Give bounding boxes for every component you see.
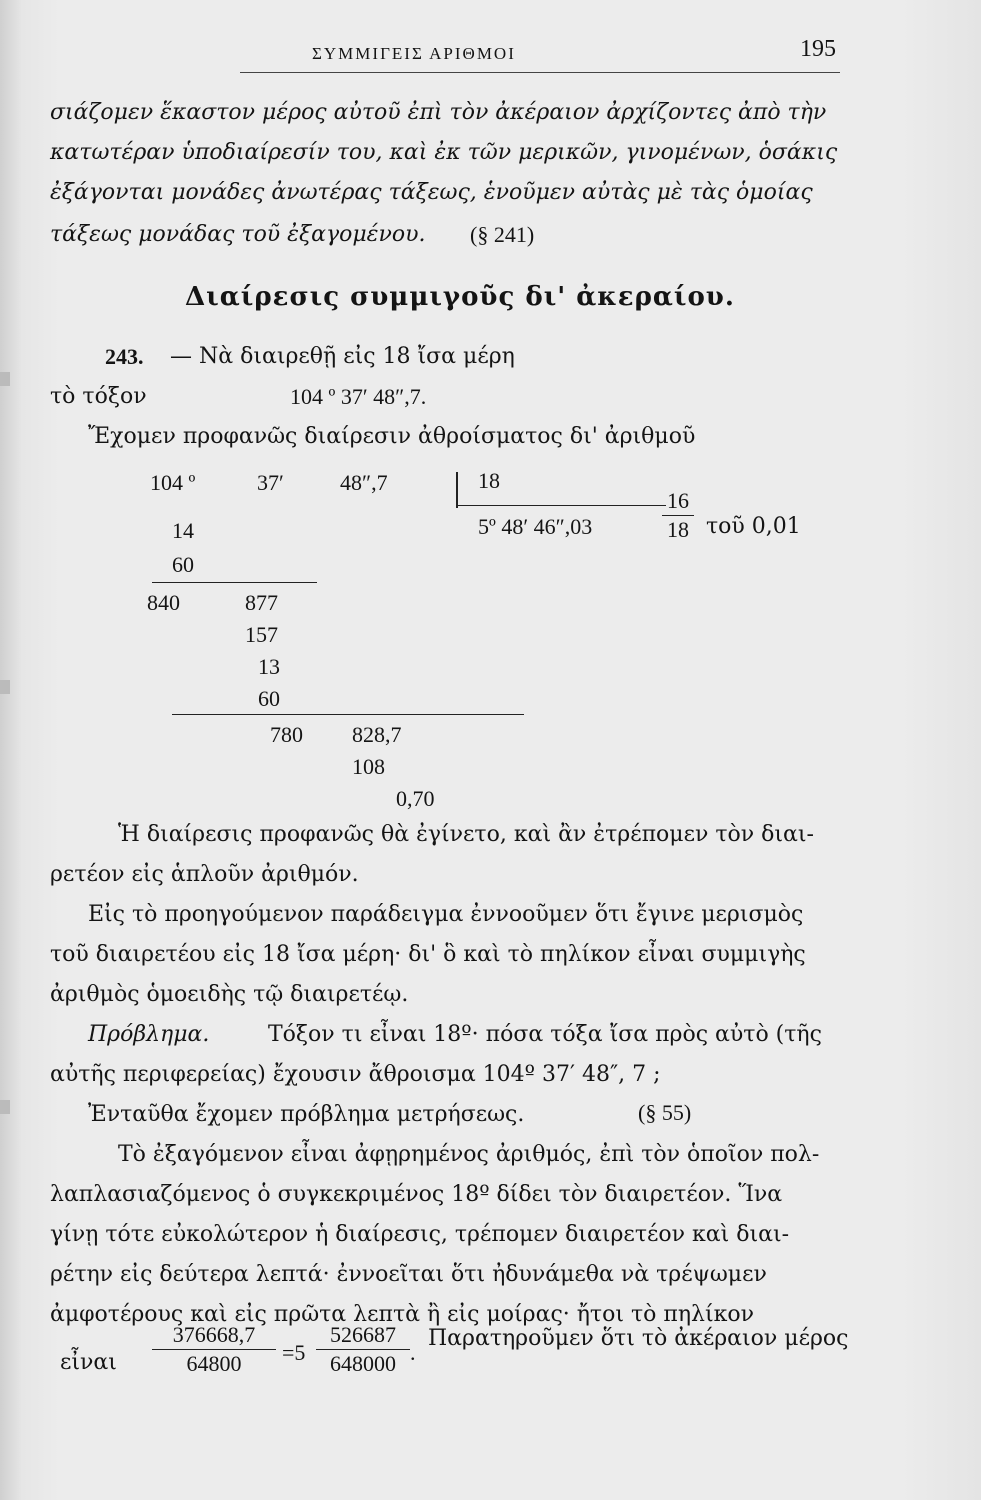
body-line: τοῦ διαιρετέου εἰς 18 ἴσα μέρη· δι' ὃ καὶ τὸ πηλίκον εἶναι συμμιγὴς: [50, 942, 806, 967]
division-bracket: [456, 472, 458, 508]
multiplier-60: 60: [258, 686, 280, 711]
equation-lead: εἶναι: [60, 1350, 117, 1375]
divisor: 18: [478, 468, 500, 493]
problem-label: Πρόβλημα.: [88, 1022, 210, 1047]
body-line: ρετέον εἰς ἁπλοῦν ἀριθμόν.: [50, 862, 359, 887]
equals-sign: =5: [282, 1340, 306, 1365]
equation-fraction-2: [316, 1322, 410, 1377]
intro-line: κατωτέραν ὑποδιαίρεσίν του, καὶ ἐκ τῶν μερικῶν, γινομένων, ὁσάκις: [50, 140, 838, 165]
section-heading: Διαίρεσις συμμιγοῦς δι' ἀκεραίου.: [185, 282, 735, 312]
section-reference: (§ 55): [638, 1100, 692, 1125]
minutes-step: 157: [245, 622, 278, 647]
quotient: 5º 48′ 46″,03: [478, 514, 593, 539]
final-line: ρέτην εἰς δεύτερα λεπτά· ἐννοεῖται ὅτι ἠδυνάμεθα νὰ τρέψωμεν: [50, 1262, 767, 1287]
quotient-fraction: [662, 488, 694, 543]
fraction-numerator: 526687: [330, 1322, 396, 1347]
fraction-numerator: 16: [667, 488, 689, 513]
final-remainder: 0,70: [396, 786, 435, 811]
equation-period: .: [410, 1340, 416, 1365]
remainder-minutes: 13: [258, 654, 280, 679]
multiplier-60: 60: [172, 552, 194, 577]
header-rule: [240, 72, 840, 73]
work-rule: [172, 714, 524, 715]
fraction-bar: [316, 1349, 410, 1350]
fraction-denominator: 648000: [330, 1351, 396, 1376]
fraction-numerator: 376668,7: [172, 1322, 256, 1347]
body-line: ἀριθμὸς ὁμοειδὴς τῷ διαιρετέῳ.: [50, 982, 409, 1007]
seconds-step: 108: [352, 754, 385, 779]
body-line: Εἰς τὸ προηγούμενον παράδειγμα ἐννοοῦμεν ὅτι ἔγινε μερισμὸς: [88, 902, 804, 927]
intro-line: τάξεως μονάδας τοῦ ἐξαγομένου.: [50, 222, 426, 247]
arc-label: τὸ τόξον: [50, 384, 147, 409]
intro-line: ἐξάγονται μονάδες ἀνωτέρας τάξεως, ἑνοῦμεν αὐτὰς μὲ τὰς ὁμοίας: [50, 180, 813, 205]
minutes-product: 840: [147, 590, 180, 615]
problem2-line: Ἐνταῦθα ἔχομεν πρόβλημα μετρήσεως.: [88, 1102, 525, 1127]
seconds-total: 828,7: [352, 722, 402, 747]
page-number: 195: [800, 36, 836, 62]
problem-number: 243.: [105, 344, 144, 369]
seconds-product: 780: [270, 722, 303, 747]
dividend-minutes: 37′: [257, 470, 284, 495]
dividend-seconds: 48″,7: [340, 470, 388, 495]
intro-line: σιάζομεν ἕκαστον μέρος αὐτοῦ ἐπὶ τὸν ἀκέραιον ἀρχίζοντες ἀπὸ τὴν: [50, 100, 827, 125]
fraction-denominator: 18: [667, 517, 689, 542]
final-line: λαπλασιαζόμενος ὁ συγκεκριμένος 18º δίδει τὸν διαιρετέον. Ἵνα: [50, 1182, 783, 1207]
final-line: Τὸ ἐξαγόμενον εἶναι ἀφῃρημένος ἀριθμός, ἐπὶ τὸν ὁποῖον πολ-: [118, 1142, 820, 1167]
arc-value: 104 º 37′ 48″,7.: [290, 384, 427, 409]
binding-mark: [0, 1100, 10, 1114]
dividend-degrees: 104 º: [150, 470, 196, 495]
final-line: γίνῃ τότε εὐκολώτερον ἡ διαίρεσις, τρέπομεν διαιρετέον καὶ διαι-: [50, 1222, 790, 1247]
problem-text: — Νὰ διαιρεθῇ εἰς 18 ἴσα μέρη: [170, 344, 515, 369]
fraction-bar: [152, 1349, 276, 1350]
running-header: ΣΥΜΜΙΓΕΙΣ ΑΡΙΘΜΟΙ: [312, 44, 516, 63]
minutes-total: 877: [245, 590, 278, 615]
method-text: Ἔχομεν προφανῶς διαίρεσιν ἀθροίσματος δι' ἀριθμοῦ: [88, 424, 696, 449]
problem2-line: Τόξον τι εἶναι 18º· πόσα τόξα ἴσα πρὸς αὐτὸ (τῆς: [268, 1022, 822, 1047]
remainder-degrees: 14: [172, 518, 194, 543]
binding-mark: [0, 680, 10, 694]
divisor-rule: [456, 505, 666, 506]
work-rule: [152, 582, 317, 583]
equation-tail: Παρατηροῦμεν ὅτι τὸ ἀκέραιον μέρος: [428, 1326, 849, 1351]
binding-mark: [0, 372, 10, 386]
fraction-denominator: 64800: [186, 1351, 242, 1376]
body-line: Ἡ διαίρεσις προφανῶς θὰ ἐγίνετο, καὶ ἂν ἐτρέπομεν τὸν διαι-: [118, 822, 814, 847]
fraction-bar: [662, 515, 694, 516]
final-line: ἀμφοτέρους καὶ εἰς πρῶτα λεπτὰ ἢ εἰς μοίρας· ἤτοι τὸ πηλίκον: [50, 1302, 754, 1327]
problem2-line: αὐτῆς περιφερείας) ἔχουσιν ἄθροισμα 104º 37′ 48″, 7 ;: [50, 1062, 661, 1087]
precision-note: τοῦ 0,01: [706, 514, 801, 539]
equation-fraction-1: [152, 1322, 276, 1377]
section-reference: (§ 241): [470, 222, 535, 247]
